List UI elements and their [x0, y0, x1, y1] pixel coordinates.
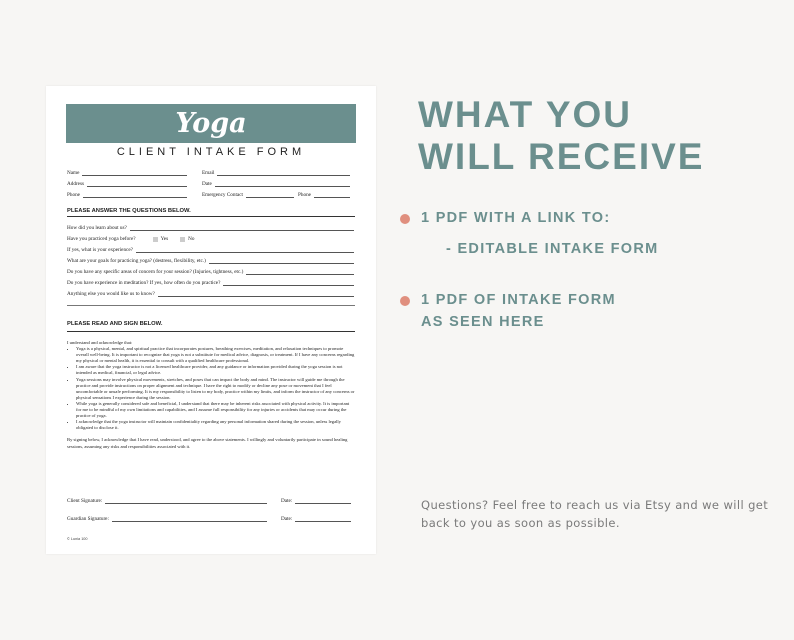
answer-line [130, 225, 354, 231]
agreement-list [67, 346, 355, 431]
signature-line [112, 516, 267, 522]
phone-field [67, 192, 187, 198]
answer-line [136, 247, 354, 253]
name-field [67, 170, 187, 176]
phone2-field [298, 192, 350, 198]
email-field [202, 170, 350, 176]
divider [67, 331, 355, 332]
bullet-dot-icon [400, 214, 410, 224]
question-anything-else [67, 291, 354, 297]
phone-label: Phone [67, 192, 80, 198]
phone2-label: Phone [298, 192, 311, 198]
emergency-contact-line [246, 192, 294, 198]
yes-checkbox [153, 237, 158, 242]
item2-text-line2: AS SEEN HERE [421, 314, 545, 330]
question-label: How did you learn about us? [67, 225, 127, 231]
question-label: Do you have experience in meditation? If yes, how often do you practice? [67, 280, 221, 286]
headline-line1: WHAT YOU [418, 94, 633, 135]
address-field [67, 181, 187, 187]
client-signature-field [67, 498, 267, 504]
date2-field [281, 516, 351, 522]
agreement-text [67, 340, 355, 450]
question-meditation [67, 280, 354, 286]
name-line [82, 170, 187, 176]
form-footer: © Lunia 100 [67, 537, 88, 541]
date2-label: Date: [281, 516, 293, 522]
agreement-item: • I acknowledge that the yoga instructor will maintain confidentiality regarding any personal information shared during the session, unless legally obligated to disclose it. [76, 419, 355, 431]
yes-label: Yes [160, 236, 169, 242]
date-label: Date [202, 181, 212, 187]
emergency-contact-label: Emergency Contact [202, 192, 243, 198]
agreement-item: • Yoga sessions may involve physical movements, stretches, and poses that can impact the body and mind. The instructor will guide me through the practice and provide instructions on proper alignment and technique. I have the right to modify or decline any pose or movement that I feel uncomfortable or unsafe performing. It is my responsibility to listen to my body, practice within my limits, and inform the instructor of any concerns or physical sensations I experience during the session. [76, 377, 355, 401]
section-sign-heading: PLEASE READ AND SIGN BELOW. [67, 321, 163, 327]
client-signature-label: Client Signature: [67, 498, 103, 504]
guardian-signature-field [67, 516, 267, 522]
date1-label: Date: [281, 498, 293, 504]
intake-form-preview [46, 86, 376, 554]
date-line [215, 181, 350, 187]
agreement-item: • Yoga is a physical, mental, and spiritual practice that incorporates postures, breathing exercises, meditation, and relaxation techniques to promote overall well-being. It is important to recognize that yoga is not a substitute for medical advice, diagnosis, or treatment. If I have any concerns regarding my physical or mental health, it is essential to consult with a qualified healthcare professional. [76, 346, 355, 364]
headline [418, 94, 704, 178]
form-subtitle: CLIENT INTAKE FORM [116, 146, 306, 158]
form-title-banner: Yoga [66, 104, 356, 143]
answer-line [223, 280, 354, 286]
answer-line [209, 258, 354, 264]
date2-line [295, 516, 351, 522]
divider [67, 216, 355, 217]
agreement-item: • While yoga is generally considered safe and beneficial, I understand that there may be inherent risks associated with physical activity. It is important for me to be mindful of my own limitations and capabilities, and I assume full responsibility for any injuries or accidents that may occur during the practice of yoga. [76, 401, 355, 419]
item1-text: 1 PDF WITH A LINK TO: [421, 210, 611, 226]
address-line [87, 181, 187, 187]
answer-line-extra [67, 305, 355, 306]
emergency-contact-field [202, 192, 294, 198]
item1-subtext: - EDITABLE INTAKE FORM [446, 241, 659, 257]
phone-line [83, 192, 187, 198]
question-practiced [67, 236, 354, 242]
question-label: Anything else you would like us to know? [67, 291, 155, 297]
phone2-line [314, 192, 350, 198]
answer-line [246, 269, 354, 275]
question-label: What are your goals for practicing yoga? (destress, flexibility, etc.) [67, 258, 206, 264]
question-label: If yes, what is your experience? [67, 247, 133, 253]
question-label: Have you practiced yoga before? [67, 236, 136, 242]
date1-line [295, 498, 351, 504]
question-goals [67, 258, 354, 264]
email-label: Email [202, 170, 215, 176]
signature-line [105, 498, 267, 504]
question-concerns [67, 269, 354, 275]
name-label: Name [67, 170, 80, 176]
address-label: Address [67, 181, 85, 187]
bullet-dot-icon [400, 296, 410, 306]
no-label: No [188, 236, 195, 242]
guardian-signature-label: Guardian Signature: [67, 516, 109, 522]
date1-field [281, 498, 351, 504]
email-line [217, 170, 350, 176]
item2-text-line1: 1 PDF OF INTAKE FORM [421, 292, 616, 308]
question-learn [67, 225, 354, 231]
agreement-closing: By signing below, I acknowledge that I have read, understood, and agree to the above statements. I willingly and voluntarily participate in sound healing sessions, assuming any risks and responsibilities associated with it. [67, 437, 348, 449]
question-label: Do you have any specific areas of concern for your session? (Injuries, tightness, etc.) [67, 269, 244, 275]
section-questions-heading: PLEASE ANSWER THE QUESTIONS BELOW. [67, 208, 191, 214]
agreement-item: • I am aware that the yoga instructor is not a licensed healthcare provider, and any guidance or information provided during the yoga session is not intended as medical, financial, or legal advice. [76, 364, 355, 376]
no-checkbox [180, 237, 185, 242]
answer-line [158, 291, 354, 297]
question-experience [67, 247, 354, 253]
date-field [202, 181, 350, 187]
agreement-intro: I understand and acknowledge that: [67, 340, 133, 345]
contact-note: Questions? Feel free to reach us via Etsy and we will get back to you as soon as possible. [421, 498, 769, 530]
headline-line2: WILL RECEIVE [418, 136, 705, 177]
